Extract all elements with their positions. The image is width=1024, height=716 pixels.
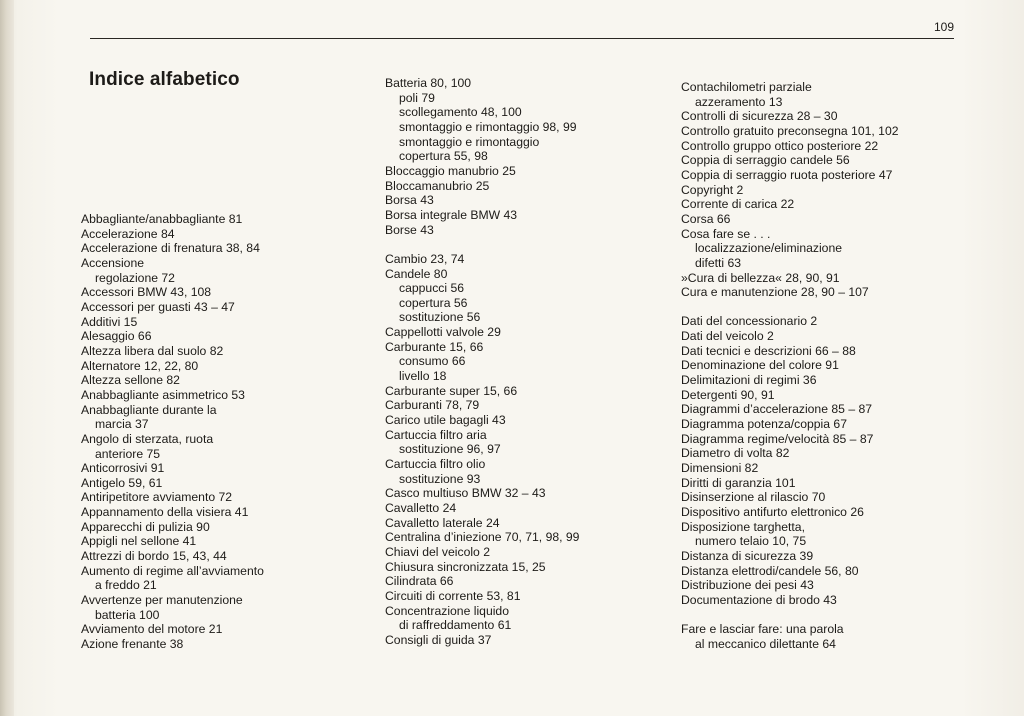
index-entry: Delimitazioni di regimi 36 bbox=[681, 373, 817, 388]
index-entry: Bloccamanubrio 25 bbox=[385, 178, 490, 193]
index-subentry: consumo 66 bbox=[399, 354, 466, 369]
index-column-2 bbox=[385, 76, 579, 648]
index-entry: Appannamento della visiera 41 bbox=[81, 505, 249, 520]
index-entry: Disposizione targhetta, bbox=[681, 519, 805, 534]
index-entry: Distribuzione dei pesi 43 bbox=[681, 578, 814, 593]
index-entry: Altezza sellone 82 bbox=[81, 373, 180, 388]
index-entry: Corrente di carica 22 bbox=[681, 197, 795, 212]
index-entry: »Cura di bellezza« 28, 90, 91 bbox=[681, 270, 840, 285]
index-entry: Cavalletto 24 bbox=[385, 501, 457, 516]
index-entry: Batteria 80, 100 bbox=[385, 76, 472, 90]
index-entry: Coppia di serraggio candele 56 bbox=[681, 153, 850, 168]
index-column-1 bbox=[81, 212, 264, 652]
index-entry: Bloccaggio manubrio 25 bbox=[385, 163, 516, 178]
index-entry: Diritti di garanzia 101 bbox=[681, 475, 796, 490]
index-entry: Anabbagliante asimmetrico 53 bbox=[81, 387, 245, 402]
index-entry: Casco multiuso BMW 32 – 43 bbox=[385, 486, 546, 501]
index-entry: Dimensioni 82 bbox=[681, 461, 759, 476]
index-subentry: smontaggio e rimontaggio 98, 99 bbox=[399, 119, 577, 134]
index-entry: Accelerazione di frenatura 38, 84 bbox=[81, 241, 260, 256]
index-entry: Detergenti 90, 91 bbox=[681, 387, 775, 402]
index-column-3 bbox=[681, 80, 899, 652]
index-entry: Chiusura sincronizzata 15, 25 bbox=[385, 559, 546, 574]
index-entry: Appigli nel sellone 41 bbox=[81, 534, 197, 549]
index-entry: Apparecchi di pulizia 90 bbox=[81, 519, 210, 534]
index-subentry: sostituzione 56 bbox=[399, 310, 481, 325]
index-entry: Diagramma potenza/coppia 67 bbox=[681, 417, 847, 432]
index-entry: Controlli di sicurezza 28 – 30 bbox=[681, 109, 838, 124]
index-entry: Diagramma regime/velocità 85 – 87 bbox=[681, 431, 874, 446]
index-entry: Disinserzione al rilascio 70 bbox=[681, 490, 826, 505]
index-entry: Dati del veicolo 2 bbox=[681, 329, 774, 344]
index-entry: Altezza libera dal suolo 82 bbox=[81, 343, 224, 358]
index-entry: Azione frenante 38 bbox=[81, 637, 184, 652]
index-entry: Abbagliante/anabbagliante 81 bbox=[81, 212, 243, 226]
header-rule bbox=[90, 38, 954, 39]
index-entry: Borsa integrale BMW 43 bbox=[385, 207, 518, 222]
index-entry: Anabbagliante durante la bbox=[81, 402, 217, 417]
index-spacer bbox=[681, 300, 899, 315]
index-entry: Copyright 2 bbox=[681, 182, 744, 197]
index-entry: Controllo gratuito preconsegna 101, 102 bbox=[681, 123, 899, 138]
index-subentry: scollegamento 48, 100 bbox=[399, 105, 522, 120]
index-entry: Additivi 15 bbox=[81, 314, 138, 329]
index-subentry: marcia 37 bbox=[95, 417, 149, 432]
index-entry: Circuiti di corrente 53, 81 bbox=[385, 588, 521, 603]
index-entry: Cartuccia filtro aria bbox=[385, 427, 487, 442]
index-entry: Accelerazione 84 bbox=[81, 226, 175, 241]
book-binding bbox=[0, 0, 14, 716]
index-entry: Accessori BMW 43, 108 bbox=[81, 285, 212, 300]
index-entry: Avviamento del motore 21 bbox=[81, 622, 223, 637]
index-entry: Centralina d’iniezione 70, 71, 98, 99 bbox=[385, 530, 580, 545]
index-subentry: poli 79 bbox=[399, 90, 435, 105]
index-entry: Consigli di guida 37 bbox=[385, 632, 492, 647]
index-entry: Documentazione di brodo 43 bbox=[681, 592, 837, 607]
index-subentry: azzeramento 13 bbox=[695, 94, 783, 109]
index-entry: Concentrazione liquido bbox=[385, 603, 509, 618]
index-subentry: copertura 55, 98 bbox=[399, 149, 488, 164]
index-entry: Diametro di volta 82 bbox=[681, 446, 790, 461]
index-entry: Accessori per guasti 43 – 47 bbox=[81, 299, 235, 314]
index-entry: Avvertenze per manutenzione bbox=[81, 593, 243, 608]
index-subentry: batteria 100 bbox=[95, 607, 160, 622]
index-entry: Aumento di regime all’avviamento bbox=[81, 563, 264, 578]
index-entry: Fare e lasciar fare: una parola bbox=[681, 622, 844, 637]
index-subentry: difetti 63 bbox=[695, 255, 742, 270]
index-entry: Alternatore 12, 22, 80 bbox=[81, 358, 199, 373]
index-entry: Dati tecnici e descrizioni 66 – 88 bbox=[681, 343, 856, 358]
index-entry: Borsa 43 bbox=[385, 193, 434, 208]
index-subentry: numero telaio 10, 75 bbox=[695, 534, 807, 549]
index-entry: Dati del concessionario 2 bbox=[681, 314, 818, 329]
index-entry: Antiripetitore avviamento 72 bbox=[81, 490, 233, 505]
index-entry: Contachilometri parziale bbox=[681, 80, 812, 94]
index-entry: Denominazione del colore 91 bbox=[681, 358, 839, 373]
index-entry: Antigelo 59, 61 bbox=[81, 475, 163, 490]
index-subentry: di raffreddamento 61 bbox=[399, 618, 512, 633]
index-entry: Distanza elettrodi/candele 56, 80 bbox=[681, 563, 859, 578]
index-entry: Distanza di sicurezza 39 bbox=[681, 548, 814, 563]
index-entry: Cosa fare se . . . bbox=[681, 226, 771, 241]
index-title: Indice alfabetico bbox=[89, 69, 240, 90]
index-entry: Candele 80 bbox=[385, 266, 448, 281]
index-entry: Carburante super 15, 66 bbox=[385, 383, 518, 398]
index-subentry: anteriore 75 bbox=[95, 446, 161, 461]
index-spacer bbox=[385, 237, 579, 252]
index-entry: Cartuccia filtro olio bbox=[385, 457, 486, 472]
index-subentry: regolazione 72 bbox=[95, 270, 175, 285]
index-entry: Attrezzi di bordo 15, 43, 44 bbox=[81, 549, 227, 564]
index-subentry: smontaggio e rimontaggio bbox=[399, 134, 540, 149]
index-entry: Borse 43 bbox=[385, 222, 434, 237]
index-subentry: copertura 56 bbox=[399, 295, 468, 310]
index-entry: Cambio 23, 74 bbox=[385, 251, 465, 266]
page-number: 109 bbox=[933, 20, 954, 34]
index-entry: Carburanti 78, 79 bbox=[385, 398, 480, 413]
index-entry: Cilindrata 66 bbox=[385, 574, 454, 589]
index-entry: Alesaggio 66 bbox=[81, 329, 152, 344]
index-entry: Anticorrosivi 91 bbox=[81, 461, 165, 476]
index-entry: Angolo di sterzata, ruota bbox=[81, 431, 214, 446]
index-subentry: cappucci 56 bbox=[399, 281, 465, 296]
index-entry: Accensione bbox=[81, 255, 145, 270]
index-entry: Coppia di serraggio ruota posteriore 47 bbox=[681, 167, 893, 182]
index-entry: Cavalletto laterale 24 bbox=[385, 515, 500, 530]
index-entry: Cura e manutenzione 28, 90 – 107 bbox=[681, 285, 869, 300]
index-entry: Corsa 66 bbox=[681, 211, 731, 226]
index-entry: Cappellotti valvole 29 bbox=[385, 325, 501, 340]
index-entry: Dispositivo antifurto elettronico 26 bbox=[681, 505, 864, 520]
index-subentry: a freddo 21 bbox=[95, 578, 157, 593]
index-entry: Carico utile bagagli 43 bbox=[385, 413, 506, 428]
index-subentry: localizzazione/eliminazione bbox=[695, 241, 843, 256]
index-subentry: sostituzione 93 bbox=[399, 471, 481, 486]
index-entry: Diagrammi d’accelerazione 85 – 87 bbox=[681, 402, 873, 417]
index-entry: Carburante 15, 66 bbox=[385, 339, 484, 354]
index-entry: Controllo gruppo ottico posteriore 22 bbox=[681, 138, 879, 153]
index-subentry: sostituzione 96, 97 bbox=[399, 442, 501, 457]
index-entry: Chiavi del veicolo 2 bbox=[385, 544, 491, 559]
index-spacer bbox=[681, 608, 899, 623]
index-subentry: livello 18 bbox=[399, 369, 447, 384]
index-subentry: al meccanico dilettante 64 bbox=[695, 636, 836, 651]
